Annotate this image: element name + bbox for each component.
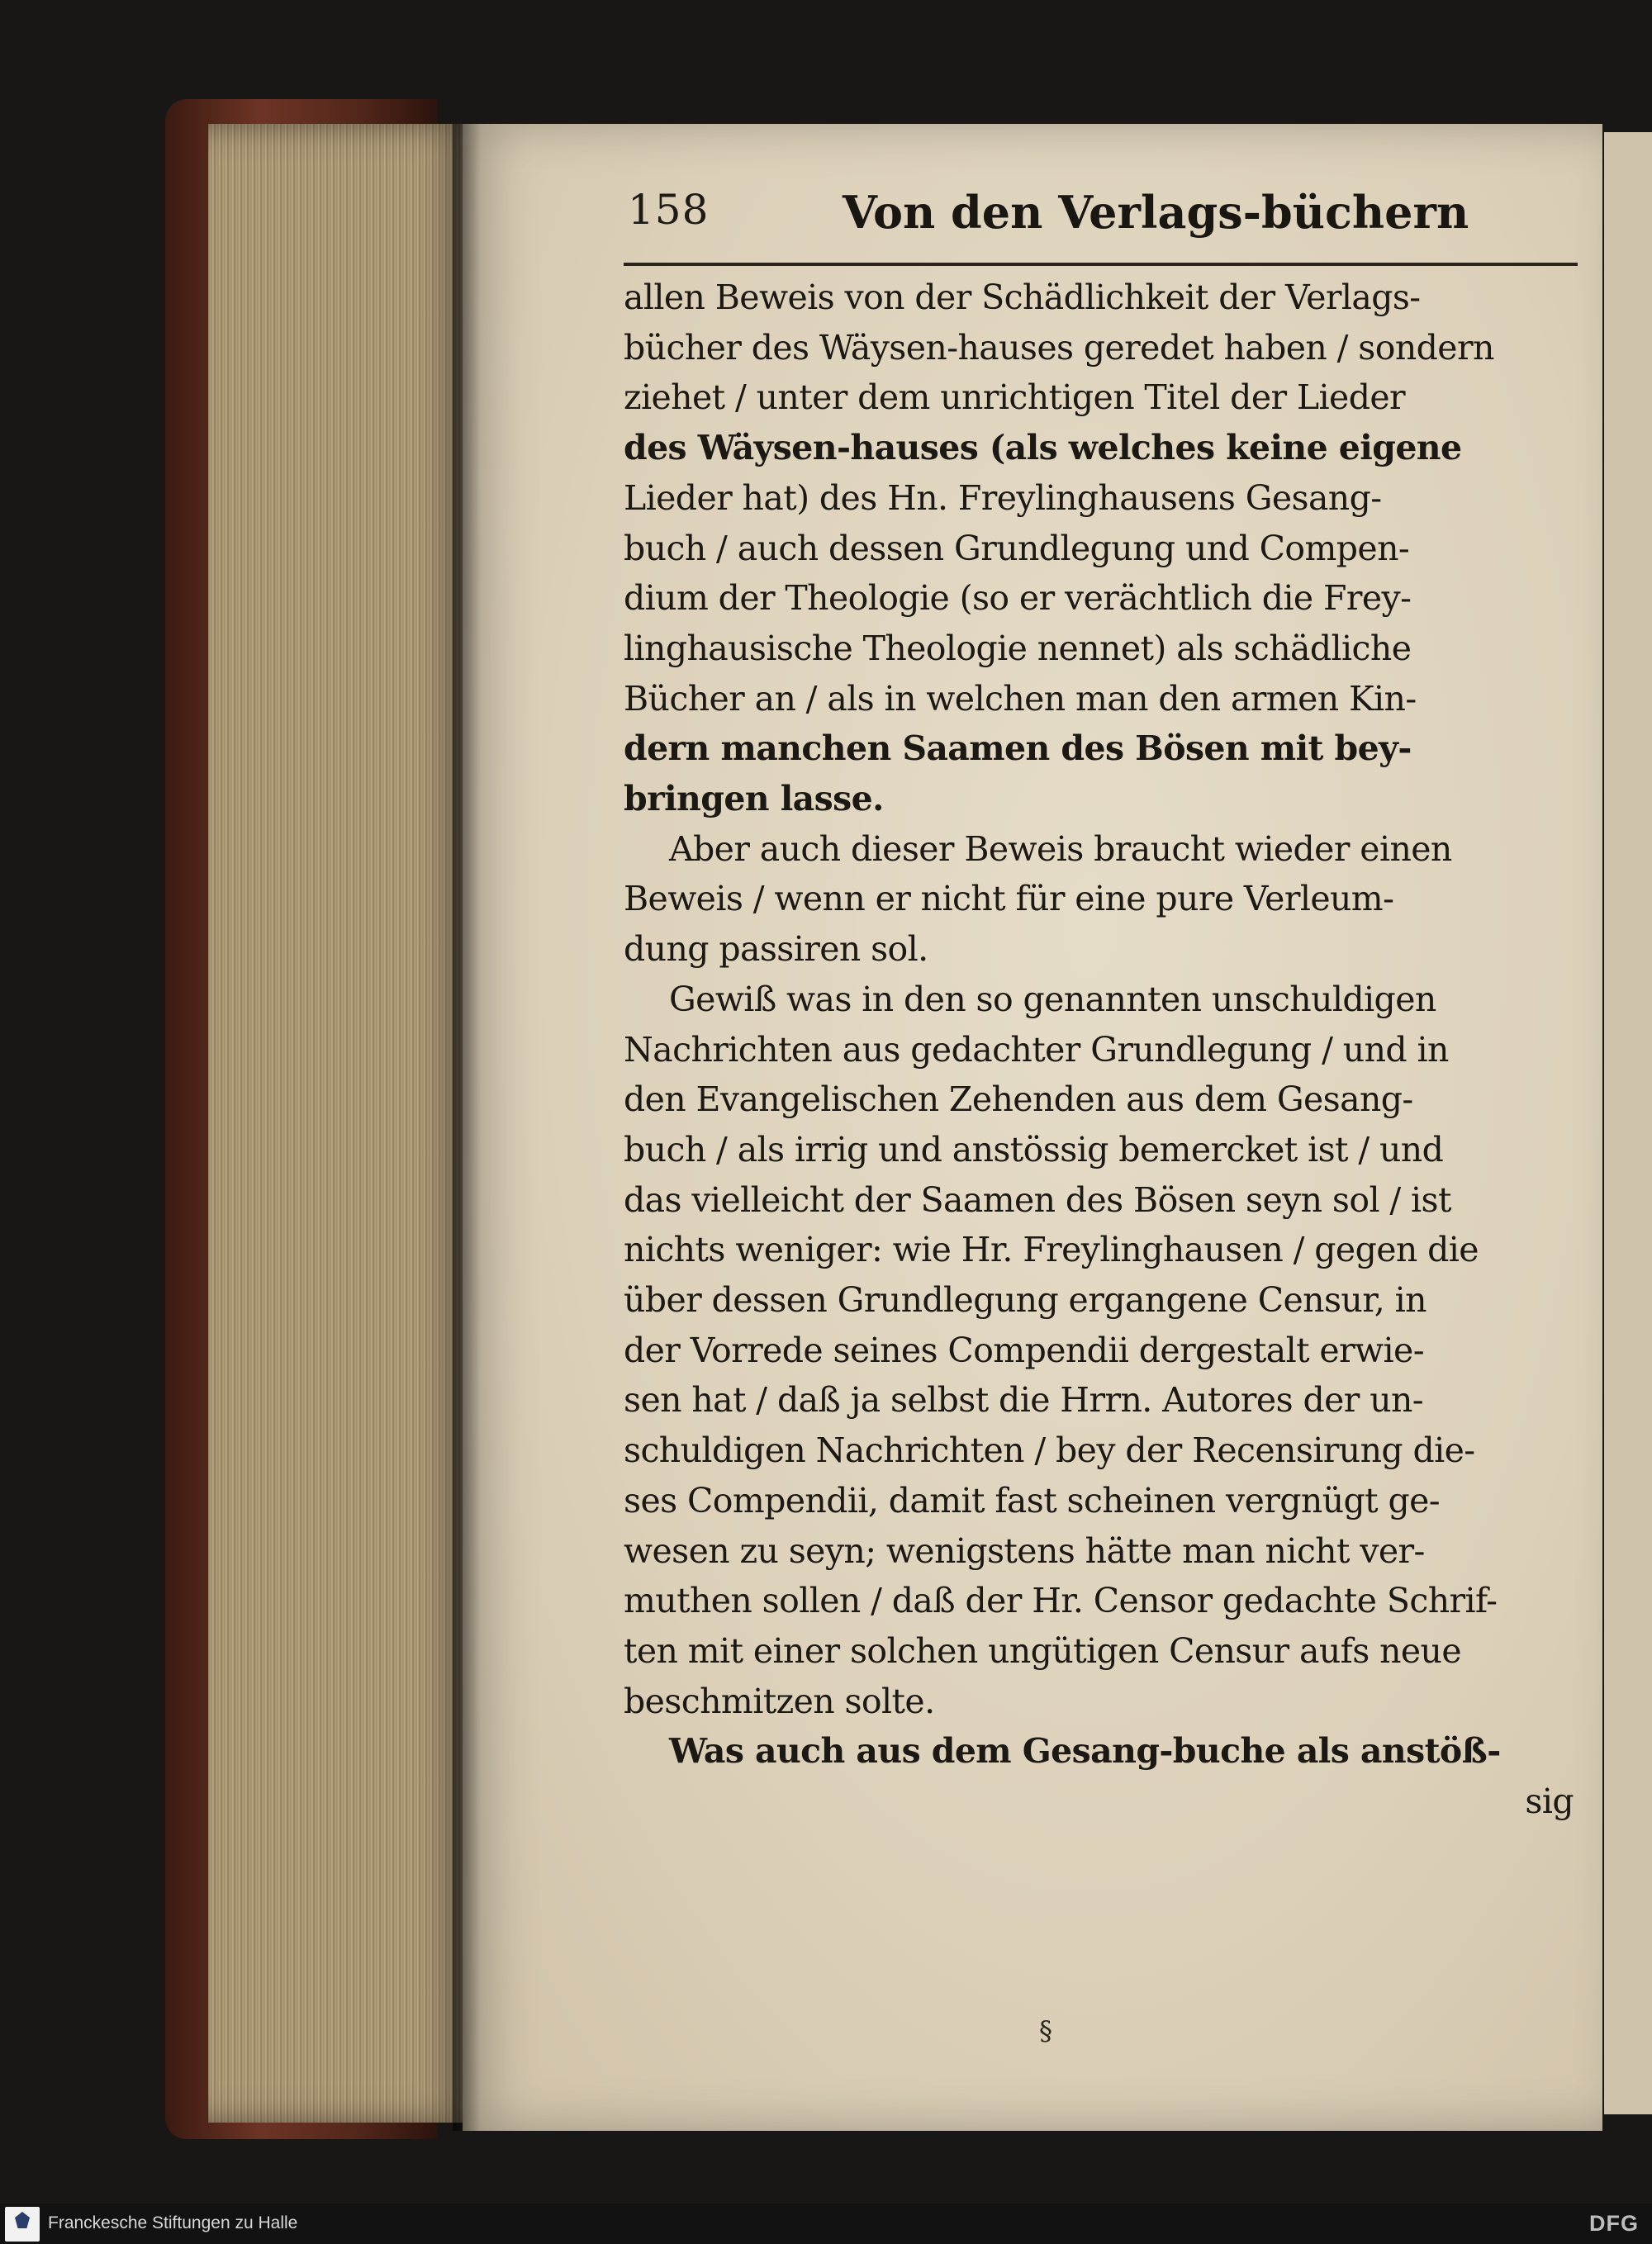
text-line: linghausische Theologie nennet) als schädliche (624, 628, 1412, 668)
signature-mark: § (1039, 2015, 1052, 2047)
text-line: nichts weniger: wie Hr. Freylinghausen / gegen die (624, 1230, 1479, 1270)
text-line: schuldigen Nachrichten / bey der Recensirung die- (624, 1430, 1475, 1471)
text-line: muthen sollen / daß der Hr. Censor gedachte Schrif- (624, 1581, 1498, 1621)
text-line: buch / auch dessen Grundlegung und Compen- (624, 528, 1410, 568)
facing-page-edge (1604, 132, 1652, 2114)
text-line: buch / als irrig und anstössig bemercket ist / und (624, 1129, 1444, 1169)
text-line: ziehet / unter dem unrichtigen Titel der Lieder (624, 377, 1406, 418)
institution-name: Franckesche Stiftungen zu Halle (48, 2213, 298, 2232)
header-rule (624, 263, 1578, 266)
text-line: über dessen Grundlegung ergangene Censur, in (624, 1280, 1427, 1321)
catchword: sig (1525, 1781, 1574, 1822)
paragraph-start-line: Was auch aus dem Gesang-buche als anstöß- (669, 1731, 1501, 1772)
text-line: dern manchen Saamen des Bösen mit bey- (624, 728, 1412, 769)
text-line: bringen lasse. (624, 779, 884, 819)
text-line: wesen zu seyn; wenigstens hätte man nicht ver- (624, 1530, 1425, 1571)
dfg-logo: DFG (1589, 2211, 1639, 2236)
text-line: dung passiren sol. (624, 929, 928, 970)
text-line: bücher des Wäysen-hauses geredet haben / sondern (624, 327, 1494, 368)
text-line: das vielleicht der Saamen des Bösen seyn sol / ist (624, 1179, 1451, 1220)
text-line: Lieder hat) des Hn. Freylinghausens Gesang- (624, 477, 1382, 518)
paragraph-start-line: Aber auch dieser Beweis braucht wieder einen (669, 828, 1452, 869)
footer-bar (0, 2204, 1652, 2244)
running-head (628, 186, 1578, 252)
text-line: Bücher an / als in welchen man den armen Kin- (624, 678, 1417, 719)
institution-logo-icon (5, 2207, 40, 2242)
text-line: Nachrichten aus gedachter Grundlegung / und in (624, 1029, 1449, 1070)
spine-shadow (453, 124, 481, 2131)
text-line: ses Compendii, damit fast scheinen vergnügt ge- (624, 1480, 1441, 1521)
text-line: Beweis / wenn er nicht für eine pure Verleum- (624, 879, 1394, 919)
text-line: sen hat / daß ja selbst die Hrrn. Autores der un- (624, 1380, 1424, 1421)
text-line: allen Beweis von der Schädlichkeit der Verlags- (624, 278, 1421, 317)
text-line: des Wäysen-hauses (als welches keine eigene (624, 428, 1462, 468)
paragraph-start-line: Gewiß was in den so genannten unschuldigen (669, 979, 1436, 1019)
page-number: 158 (628, 186, 710, 234)
text-line: den Evangelischen Zehenden aus dem Gesang- (624, 1079, 1413, 1120)
text-line: ten mit einer solchen ungütigen Censur aufs neue (624, 1630, 1462, 1671)
crest-icon (15, 2212, 30, 2228)
body-text (624, 273, 1574, 1827)
running-head-title: Von den Verlags-büchern (843, 186, 1469, 239)
text-line: dium der Theologie (so er verächtlich die Frey- (624, 578, 1412, 619)
text-line: der Vorrede seines Compendii dergestalt erwie- (624, 1330, 1424, 1370)
text-line: beschmitzen solte. (624, 1681, 935, 1721)
page-edges (208, 124, 474, 2123)
